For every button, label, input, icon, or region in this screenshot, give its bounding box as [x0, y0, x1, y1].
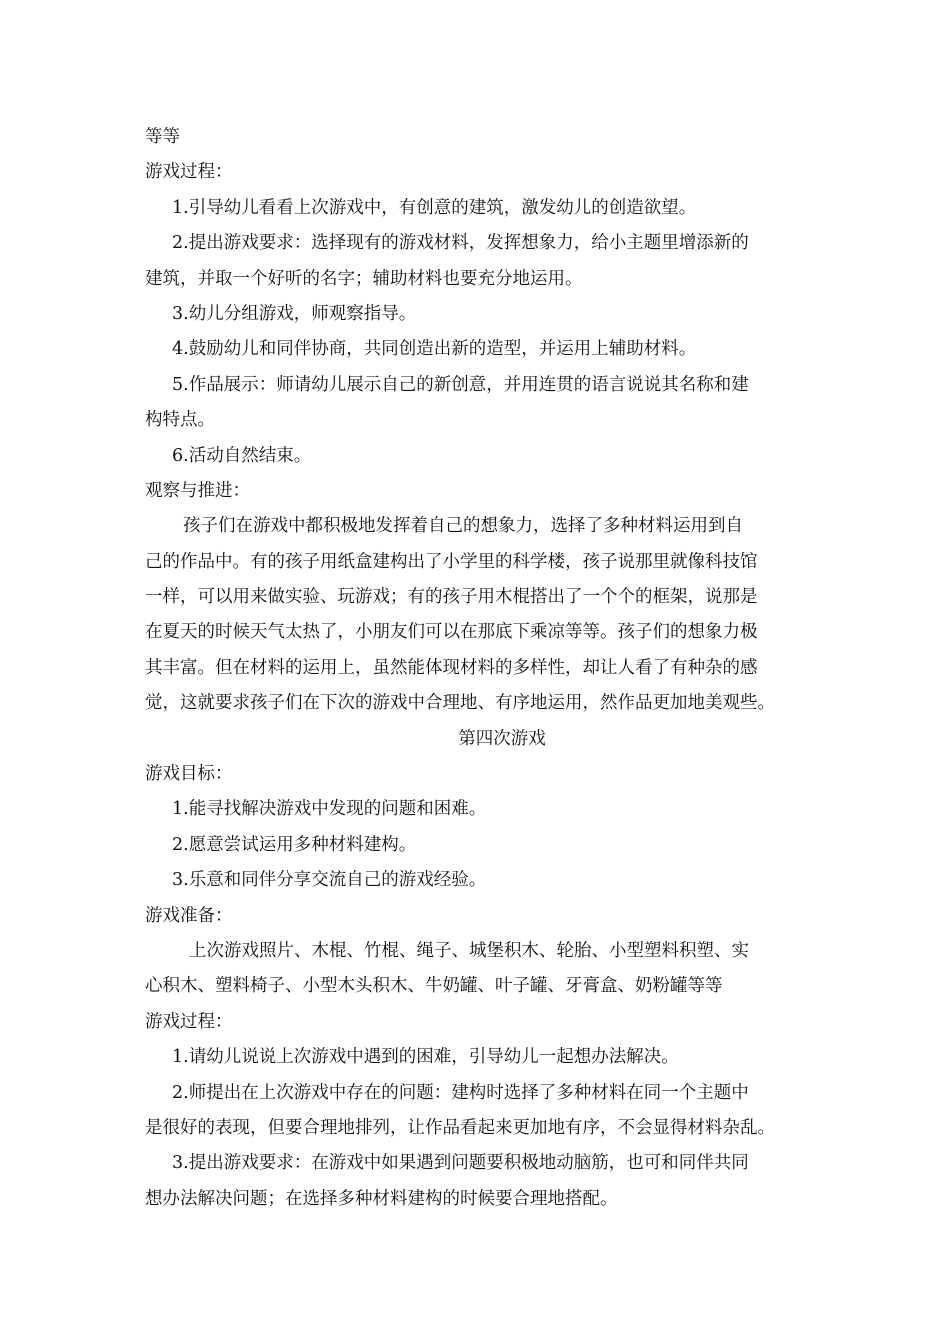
list-item: 2.师提出在上次游戏中存在的问题：建构时选择了多种材料在同一个主题中: [172, 1082, 749, 1103]
section-heading: 游戏过程：: [145, 1011, 233, 1032]
section-heading: 游戏目标：: [145, 764, 233, 785]
list-item: 2.愿意尝试运用多种材料建构。: [172, 834, 417, 855]
paragraph-line: 孩子们在游戏中都积极地发挥着自己的想象力，选择了多种材料运用到自: [183, 516, 743, 537]
text-line: 想办法解决问题；在选择多种材料建构的时候要合理地搭配。: [145, 1188, 618, 1209]
paragraph-line: 一样，可以用来做实验、玩游戏；有的孩子用木棍搭出了一个个的框架，说那是: [145, 587, 758, 608]
text-line: 是很好的表现，但要合理地排列，让作品看起来更加地有序，不会显得材料杂乱。: [145, 1117, 775, 1138]
section-heading: 观察与推进：: [145, 480, 250, 501]
list-item: 3.提出游戏要求：在游戏中如果遇到问题要积极地动脑筋，也可和同伴共同: [172, 1153, 749, 1174]
text-line: 构特点。: [145, 410, 215, 431]
list-item: 1.能寻找解决游戏中发现的问题和困难。: [172, 799, 487, 820]
paragraph-line: 己的作品中。有的孩子用纸盒建构出了小学里的科学楼，孩子说那里就像科技馆: [145, 551, 758, 572]
document-body: [145, 120, 815, 1217]
chapter-title: 第四次游戏: [458, 728, 546, 749]
list-item: 3.乐意和同伴分享交流自己的游戏经验。: [172, 870, 487, 891]
paragraph-line: 上次游戏照片、木棍、竹棍、绳子、城堡积木、轮胎、小型塑料积塑、实: [189, 940, 749, 961]
text-line: 等等: [145, 127, 180, 147]
list-item: 2.提出游戏要求：选择现有的游戏材料，发挥想象力，给小主题里增添新的: [172, 233, 749, 254]
paragraph-line: 在夏天的时候天气太热了，小朋友们可以在那底下乘凉等等。孩子们的想象力极: [145, 622, 758, 643]
list-item: 4.鼓励幼儿和同伴协商，共同创造出新的造型，并运用上辅助材料。: [172, 339, 697, 360]
list-item: 1.引导幼儿看看上次游戏中，有创意的建筑，激发幼儿的创造欲望。: [172, 197, 697, 218]
list-item: 1.请幼儿说说上次游戏中遇到的困难，引导幼儿一起想办法解决。: [172, 1047, 679, 1068]
list-item: 6.活动自然结束。: [172, 445, 312, 466]
list-item: 5.作品展示：师请幼儿展示自己的新创意，并用连贯的语言说说其名称和建: [172, 374, 749, 395]
list-item: 3.幼儿分组游戏，师观察指导。: [172, 303, 417, 324]
section-heading: 游戏准备：: [145, 905, 233, 926]
paragraph-line: 其丰富。但在材料的运用上，虽然能体现材料的多样性，却让人看了有种杂的感: [145, 657, 758, 678]
paragraph-line: 觉，这就要求孩子们在下次的游戏中合理地、有序地运用，然作品更加地美观些。: [145, 693, 775, 714]
section-heading: 游戏过程：: [145, 162, 233, 183]
paragraph-line: 心积木、塑料椅子、小型木头积木、牛奶罐、叶子罐、牙膏盒、奶粉罐等等: [145, 976, 723, 997]
text-line: 建筑，并取一个好听的名字；辅助材料也要充分地运用。: [145, 268, 583, 289]
